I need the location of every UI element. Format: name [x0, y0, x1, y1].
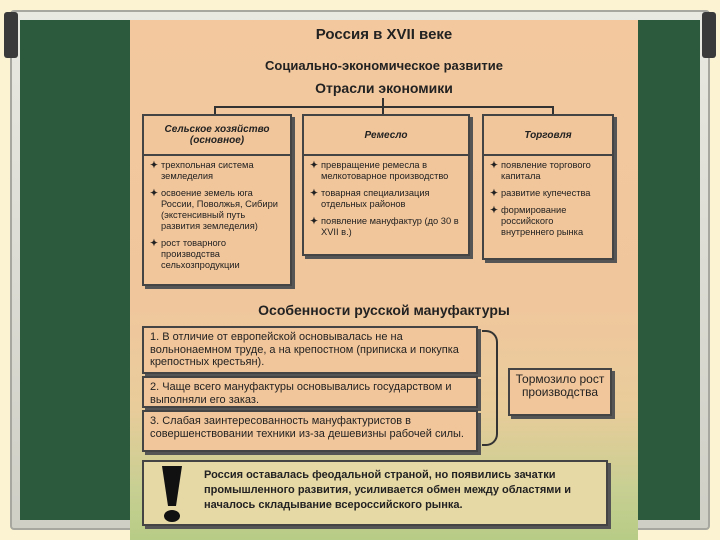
star-bullet-icon: ✦ [490, 160, 498, 170]
list-item: ✦ формирование российского внутреннего рынка [490, 205, 584, 237]
brace-connector [482, 330, 498, 446]
star-bullet-icon: ✦ [310, 216, 318, 226]
manufactory-feature-1: 1. В отличие от европейской основывалась не на вольнонаемном труде, а на крепостном (приписка и покупка крепостных крестьян). [142, 326, 478, 374]
star-bullet-icon: ✦ [310, 160, 318, 170]
list-item: ✦ появление мануфактур (до 30 в XVII в.) [310, 216, 459, 237]
board-clip-left [4, 12, 18, 58]
list-item: ✦ трехпольная система земледелия [150, 160, 254, 181]
list-item: ✦ превращение ремесла в мелкотоварное производство [310, 160, 449, 181]
star-bullet-icon: ✦ [150, 160, 158, 170]
conclusion-box [142, 460, 608, 526]
star-bullet-icon: ✦ [150, 188, 158, 198]
branch-craft [302, 114, 470, 256]
star-bullet-icon: ✦ [310, 188, 318, 198]
slide-subtitle: Социально-экономическое развитие [265, 58, 503, 73]
exclamation-icon [152, 464, 192, 524]
slide [130, 20, 638, 540]
star-bullet-icon: ✦ [490, 205, 498, 215]
connector-right [552, 106, 554, 114]
branches-title: Отрасли экономики [315, 80, 453, 96]
star-bullet-icon: ✦ [490, 188, 498, 198]
branch-heading: Торговля [484, 116, 612, 156]
list-item: ✦ появление торгового капитала [490, 160, 591, 181]
manufactory-title: Особенности русской мануфактуры [258, 302, 510, 318]
manufactory-feature-2: 2. Чаще всего мануфактуры основывались государством и выполняли его заказ. [142, 376, 478, 408]
conclusion-text: Россия оставалась феодальной страной, но появились зачатки промышленного развития, усиливается обмен между областями и началось складывание всероссийского рынка. [204, 469, 571, 511]
list-item: ✦ рост товарного производства сельхозпродукции [150, 238, 240, 270]
list-item: ✦ освоение земель юга России, Поволжья, Сибири (экстенсивный путь развития земледелия) [150, 188, 278, 231]
branch-trade [482, 114, 614, 260]
connector-center [382, 106, 384, 114]
connector-left [214, 106, 216, 114]
connector-vertical-main [382, 98, 384, 106]
board-clip-right [702, 12, 716, 58]
branch-heading: Сельское хозяйство (основное) [144, 116, 290, 156]
manufactory-feature-3: 3. Слабая заинтересованность мануфактуристов в совершенствовании техники из-за дешевизны рабочей силы. [142, 410, 478, 452]
branch-heading: Ремесло [304, 116, 468, 156]
result-box: Тормозило рост производства [508, 368, 612, 416]
star-bullet-icon: ✦ [150, 238, 158, 248]
list-item: ✦ товарная специализация отдельных районов [310, 188, 430, 209]
branch-agriculture [142, 114, 292, 286]
slide-title: Россия в XVII веке [315, 26, 453, 43]
list-item: ✦ развитие купечества [490, 188, 591, 198]
